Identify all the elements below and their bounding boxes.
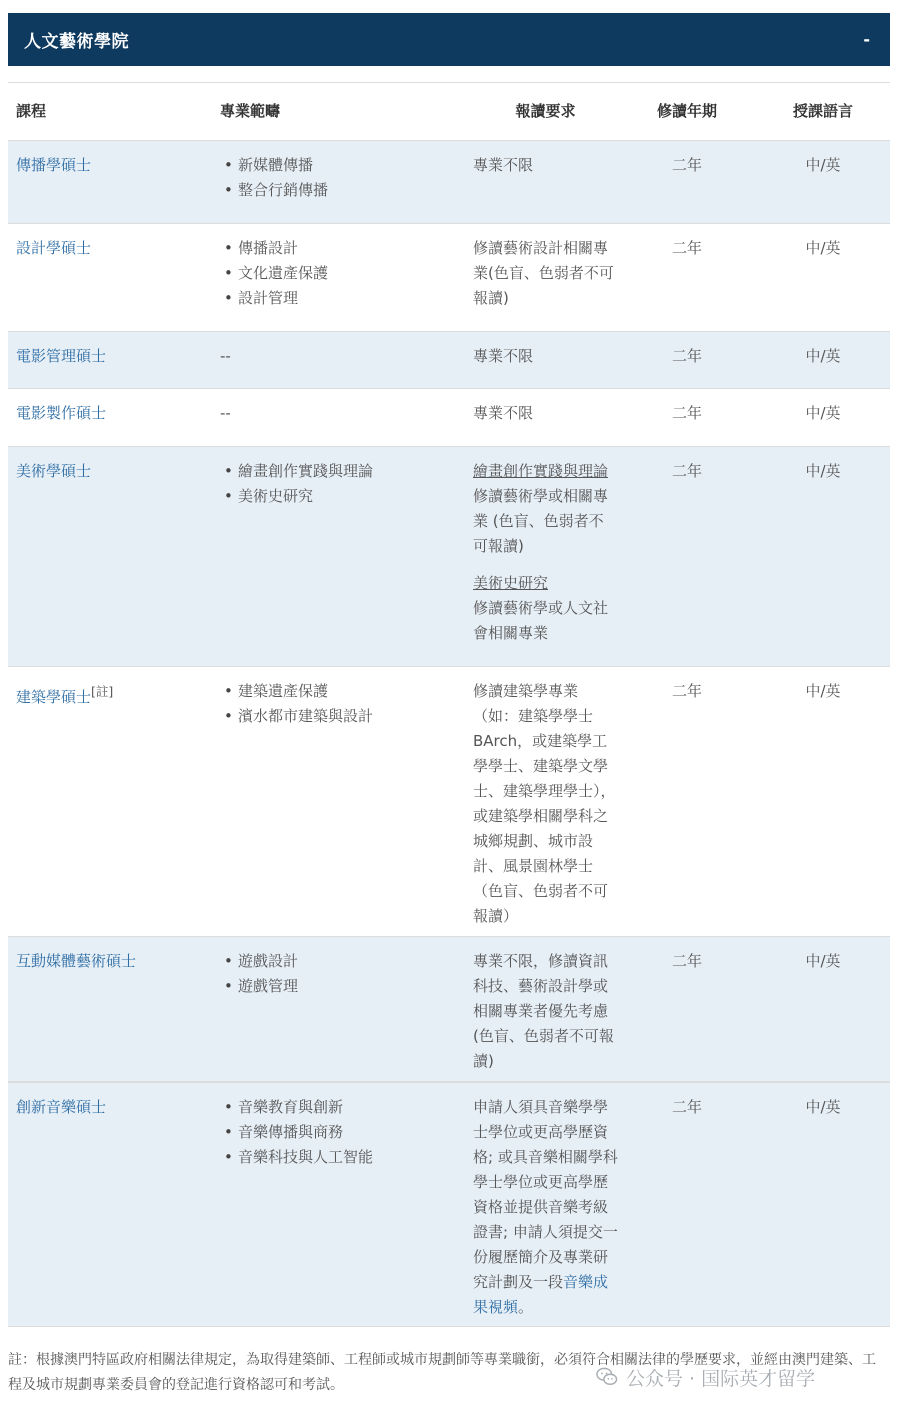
column-header-requirement: 報讀要求 <box>515 102 576 120</box>
duration-text: 二年 <box>671 156 702 174</box>
column-header-duration: 修讀年期 <box>656 102 717 120</box>
requirement-text: 修讀藝術學或相關專業 (色盲、色弱者不可報讀) <box>473 487 609 555</box>
areas-list <box>220 459 470 509</box>
duration-text: 二年 <box>671 952 702 970</box>
list-item: • 繪畫創作實踐與理論 <box>220 459 470 484</box>
requirement-subtitle: 美術史研究 <box>473 574 549 592</box>
areas-list <box>220 679 470 729</box>
collapse-toggle[interactable]: - <box>863 30 870 49</box>
list-item: • 音樂科技與人工智能 <box>220 1145 470 1170</box>
list-item: • 音樂教育與創新 <box>220 1095 470 1120</box>
areas-empty: -- <box>220 347 231 365</box>
program-link[interactable]: 電影製作碩士 <box>16 404 107 422</box>
table-row <box>8 937 890 1082</box>
areas-list <box>220 1095 470 1170</box>
areas-empty: -- <box>220 404 231 422</box>
duration-text: 二年 <box>671 347 702 365</box>
list-item: • 建築遺產保護 <box>220 679 470 704</box>
program-link[interactable]: 創新音樂碩士 <box>16 1098 107 1116</box>
list-item: • 美術史研究 <box>220 484 470 509</box>
program-link[interactable]: 美術學碩士 <box>16 462 92 480</box>
requirement-text: 專業不限 <box>473 404 534 422</box>
language-text: 中/英 <box>805 239 841 257</box>
footnote-mark[interactable]: [註] <box>91 684 114 699</box>
program-link[interactable]: 設計學碩士 <box>16 239 92 257</box>
duration-text: 二年 <box>671 239 702 257</box>
table-row <box>8 141 890 224</box>
video-link[interactable]: 音樂成果視頻 <box>473 1273 609 1316</box>
column-header-language: 授課語言 <box>792 102 853 120</box>
duration-text: 二年 <box>671 682 702 700</box>
requirement-blocks <box>473 459 618 658</box>
language-text: 中/英 <box>805 156 841 174</box>
watermark-text: 公众号 · 国际英才留学 <box>626 1367 816 1390</box>
language-text: 中/英 <box>805 1098 841 1116</box>
watermark <box>596 1362 886 1392</box>
column-header-areas: 專業範疇 <box>220 102 281 120</box>
language-text: 中/英 <box>805 404 841 422</box>
section-title: 人文藝術學院 <box>24 32 129 52</box>
language-text: 中/英 <box>805 462 841 480</box>
list-item: • 傳播設計 <box>220 236 470 261</box>
table-header-row <box>8 83 890 141</box>
table-row <box>8 1082 890 1327</box>
program-link[interactable]: 互動媒體藝術碩士 <box>16 952 137 970</box>
section-header[interactable] <box>8 13 890 66</box>
list-item: • 整合行銷傳播 <box>220 178 470 203</box>
requirement-text: 修讀建築學專業（如：建築學學士BArch，或建築學工學學士、建築學文學士、建築學理學士），或建築學相關學科之城鄉規劃、城市設計、風景園林學士（色盲、色弱者不可報讀） <box>473 682 616 925</box>
program-link[interactable]: 建築學碩士 <box>16 688 92 706</box>
program-link[interactable]: 傳播學碩士 <box>16 156 92 174</box>
table-row <box>8 389 890 447</box>
areas-list <box>220 153 470 203</box>
footnote-text: 註：根據澳門特區政府相關法律規定，為取得建築師、工程師或城市規劃師等專業職銜，必須符合相關法律的學歷要求，並經由澳門建築、工程及城市規劃專業委員會的登記進行資格認可和考試。 <box>8 1352 876 1393</box>
language-text: 中/英 <box>805 682 841 700</box>
requirement-text: 專業不限 <box>473 347 534 365</box>
list-item: • 文化遺產保護 <box>220 261 470 286</box>
requirement-subtitle: 繪畫創作實踐與理論 <box>473 462 609 480</box>
table-row <box>8 667 890 937</box>
program-link[interactable]: 電影管理碩士 <box>16 347 107 365</box>
requirement-block <box>473 571 618 646</box>
list-item: • 新媒體傳播 <box>220 153 470 178</box>
programs-table <box>8 82 890 1327</box>
requirement-text: 修讀藝術設計相關專業(色盲、色弱者不可報讀) <box>473 239 614 307</box>
areas-list <box>220 949 470 999</box>
requirement-text: 專業不限，修讀資訊科技、藝術設計學或相關專業者優先考慮(色盲、色弱者不可報讀) <box>473 952 614 1070</box>
list-item: • 設計管理 <box>220 286 470 311</box>
column-header-program: 課程 <box>16 102 47 120</box>
wechat-icon <box>596 1367 618 1387</box>
duration-text: 二年 <box>671 462 702 480</box>
list-item: • 濱水都市建築與設計 <box>220 704 470 729</box>
table-row <box>8 224 890 332</box>
table-row <box>8 332 890 389</box>
list-item: • 遊戲管理 <box>220 974 470 999</box>
list-item: • 音樂傳播與商務 <box>220 1120 470 1145</box>
duration-text: 二年 <box>671 404 702 422</box>
requirement-end: 。 <box>518 1298 534 1316</box>
list-item: • 遊戲設計 <box>220 949 470 974</box>
requirement-text: 修讀藝術學或人文社會相關專業 <box>473 599 609 642</box>
requirement-text: 申請人須具音樂學學士學位或更高學歷資格; 或具音樂相關學科學士學位或更高學歷資格並提供音樂考級證書; 申請人須提交一份履歷簡介及專業研究計劃及一段 <box>473 1098 618 1291</box>
requirement-text: 專業不限 <box>473 156 534 174</box>
areas-list <box>220 236 470 311</box>
language-text: 中/英 <box>805 952 841 970</box>
duration-text: 二年 <box>671 1098 702 1116</box>
requirement-cell <box>473 1095 618 1320</box>
requirement-block <box>473 459 618 559</box>
language-text: 中/英 <box>805 347 841 365</box>
table-row <box>8 447 890 667</box>
